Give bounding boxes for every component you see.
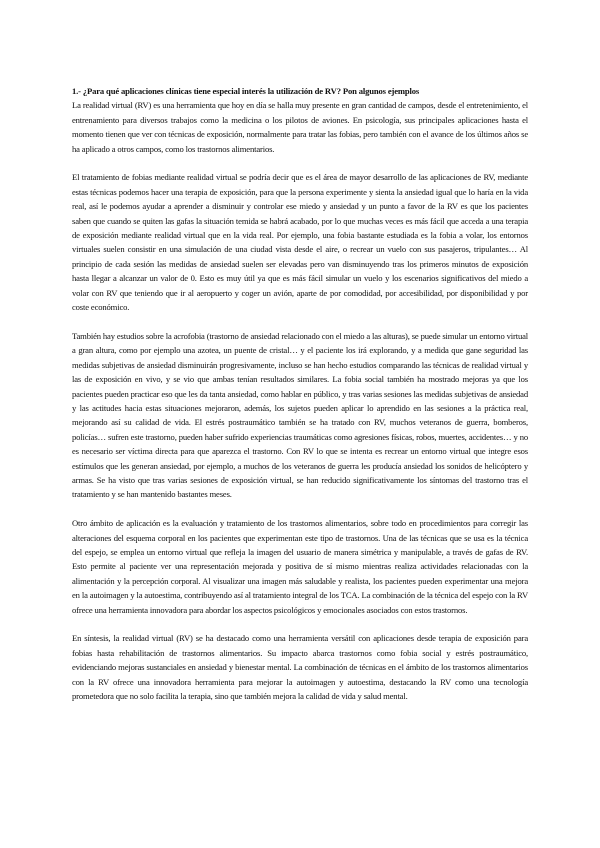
paragraph-eating-disorders: Otro ámbito de aplicación es la evaluación y tratamiento de los trastornos alimentarios, sobre todo en procedimientos para corregir las alteraciones del esquema corporal en los pacientes que experimentan este tipo de trastornos. Una de las técnicas que se usa es la técnica del espejo, se emplea un entorno virtual que refleja la imagen del usuario de manera simétrica y manipulable, a través de gafas de RV. Esto permite al paciente ver una representación mejorada y positiva de sí mismo mientras realiza actividades relacionadas con la alimentación y la percepción corporal. Al visualizar una imagen más saludable y realista, los pacientes pueden experimentar una mejora en la autoimagen y la autoestima, contribuyendo así al tratamiento integral de los TCA. La combinación de la técnica del espejo con la RV ofrece una herramienta innovadora para abordar los aspectos psicológicos y emocionales asociados con estos trastornos.	[72, 518, 528, 615]
question-heading: 1.- ¿Para qué aplicaciones clínicas tiene especial interés la utilización de RV? Pon algunos ejemplos	[72, 86, 420, 96]
paragraph-phobias: El tratamiento de fobias mediante realidad virtual se podría decir que es el área de mayor desarrollo de las aplicaciones de RV, mediante estas técnicas podemos hacer una terapia de exposición, para que la persona experimente y sienta la ansiedad igual que lo haría en la vida real, así le podemos ayudar a aprender a disminuir y controlar ese miedo y ansiedad y un punto a favor de la RV es que los pacientes saben que cuando se quiten las gafas la situación temida se habrá acabado, por lo que muchas veces es más fácil que acceda a una terapia de exposición mediante realidad virtual que en la vida real. Por ejemplo, una fobia bastante estudiada es la fobia a volar, los entornos virtuales suelen consistir en una simulación de una ciudad vista desde el aire, o recrear un vuelo con sus pasajeros, tripulantes… Al principio de cada sesión las medidas de ansiedad suelen ser elevadas pero van disminuyendo tras los primeros minutos de exposición hasta llegar a alcanzar un valor de 0. Esto es muy útil ya que es más fácil simular un vuelo y los escenarios significativos del miedo a volar con RV que teniendo que ir al aeropuerto y coger un avión, aparte de por comodidad, por accesibilidad, por disponibilidad y por coste económico.	[72, 172, 528, 313]
paragraph-introduction: La realidad virtual (RV) es una herramienta que hoy en día se halla muy presente en gran cantidad de campos, desde el entretenimiento, el entrenamiento para diversos trabajos como la medicina o los pilotos de aviones. En psicología, sus principales aplicaciones hasta el momento tienen que ver con técnicas de exposición, normalmente para tratar las fobias, pero también con el avance de los últimos años se ha aplicado a otros campos, como los trastornos alimentarios.	[72, 100, 528, 154]
paragraph-acrophobia-social-ptsd: También hay estudios sobre la acrofobia (trastorno de ansiedad relacionado con el miedo a las alturas), se puede simular un entorno virtual a gran altura, como por ejemplo una azotea, un puente de cristal… y el paciente los irá explorando, y a medida que gane seguridad las medidas subjetivas de ansiedad disminuirán progresivamente, incluso se han hecho estudios comparando las técnicas de realidad virtual y las de exposición en vivo, y se vio que ambas tenían resultados similares. La fobia social también ha mostrado mejoras ya que los pacientes pueden practicar eso que les da tanta ansiedad, como hablar en público, y tras varias sesiones las medidas subjetivas de ansiedad y las actitudes hacia estas situaciones mejoraron, además, los sujetos pueden aplicar lo aprendido en las sesiones a la práctica real, mejorando así su calidad de vida. El estrés postraumático también se ha tratado con RV, muchos veteranos de guerra, bomberos, policías… sufren este trastorno, pueden haber sufrido experiencias traumáticas como agresiones físicas, robos, muertes, accidentes… y no es necesario ser víctima directa para que aparezca el trastorno. Con RV lo que se intenta es recrear un entorno virtual que integre esos estímulos que les generan ansiedad, por ejemplo, a muchos de los veteranos de guerra les producía ansiedad los sonidos de helicóptero y armas. Se ha visto que tras varias sesiones de exposición virtual, se han reducido significativamente los síntomas del trastorno tras el tratamiento y se han mantenido bastantes meses.	[72, 330, 528, 500]
paragraph-conclusion: En síntesis, la realidad virtual (RV) se ha destacado como una herramienta versátil con aplicaciones desde terapia de exposición para fobias hasta rehabilitación de trastornos alimentarios. Su impacto abarca trastornos como fobia social y estrés postraumático, evidenciando mejoras sustanciales en ansiedad y bienestar mental. La combinación de técnicas en el ámbito de los trastornos alimentarios con la RV ofrece una innovadora herramienta para mejorar la autoimagen y autoestima, destacando la RV como una tecnología prometedora que no solo facilita la terapia, sino que también mejora la calidad de vida y salud mental.	[72, 633, 528, 701]
document-body	[72, 84, 528, 703]
